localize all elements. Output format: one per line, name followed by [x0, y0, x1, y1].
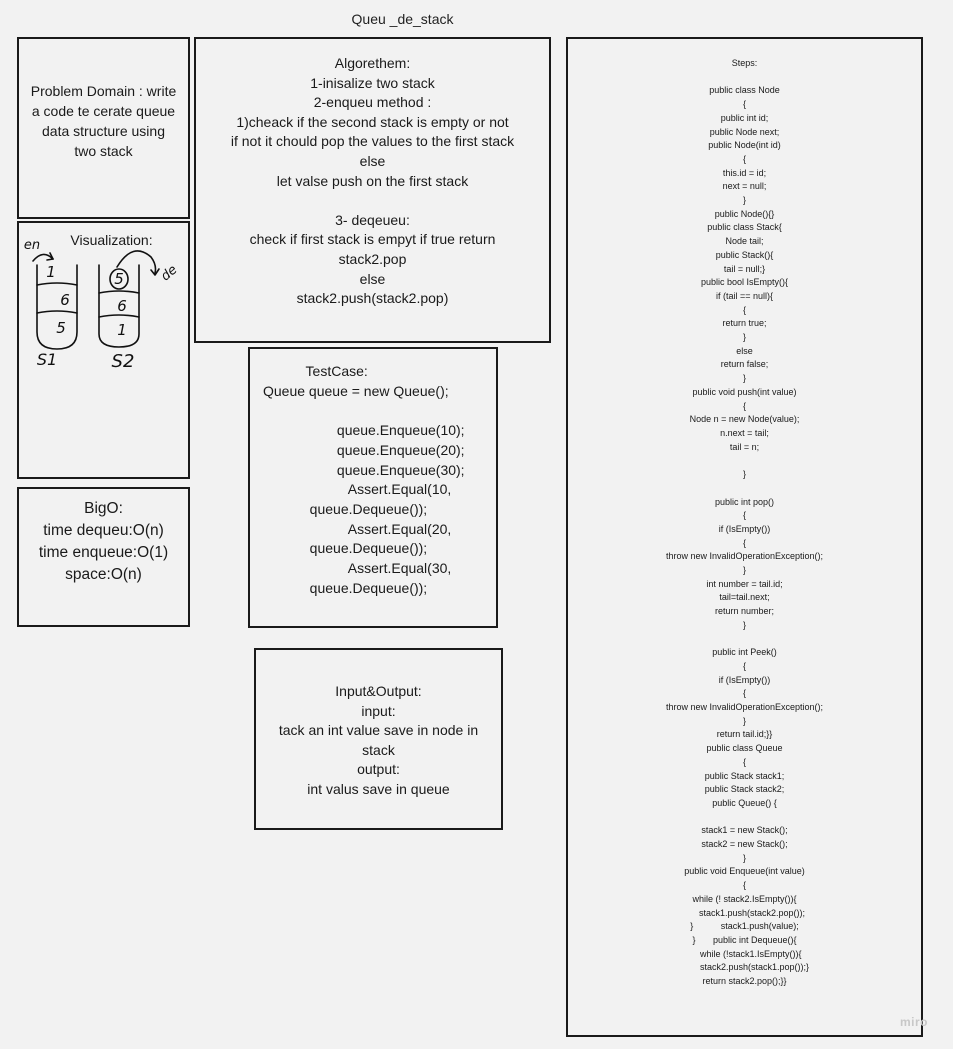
problem-domain-card[interactable]	[17, 37, 190, 219]
visualization-card[interactable]	[17, 221, 190, 479]
stack2-divider	[99, 291, 139, 293]
text-line: if (tail == null){	[715, 290, 774, 301]
text-line: public Stack stack2;	[704, 784, 785, 795]
text-line: let valse push on the first stack	[276, 172, 469, 189]
testcase-text	[263, 362, 465, 598]
text-line: {	[742, 660, 746, 671]
text-line: public int Peek()	[712, 647, 777, 658]
text-line: public void Enqueue(int value)	[684, 866, 805, 877]
text-line: } public int Dequeue(){	[692, 935, 797, 945]
text-line: queue.Dequeue());	[263, 500, 428, 517]
text-line: space:O(n)	[65, 566, 142, 583]
text-line: public void push(int value)	[692, 386, 797, 397]
text-line: else	[736, 345, 753, 356]
text-line: throw new InvalidOperationException();	[665, 551, 824, 562]
text-line	[568, 811, 921, 825]
text-line: stack2 = new Stack();	[701, 839, 788, 850]
text-line: stack1.push(stack2.pop());	[683, 907, 806, 918]
text-line: {	[742, 99, 746, 110]
stack1-divider	[37, 311, 77, 313]
text-line: stack2.pop	[338, 250, 407, 267]
stack2-divider	[99, 315, 139, 317]
text-line: int valus save in queue	[307, 780, 450, 797]
text-line: else	[359, 152, 386, 169]
big-o-text	[19, 498, 188, 586]
text-line: public int pop()	[714, 496, 775, 507]
text-line: public Stack(){	[715, 249, 774, 260]
text-line	[568, 482, 921, 496]
text-line: public int id;	[720, 112, 769, 123]
text-line	[568, 454, 921, 468]
text-line: } stack1.push(value);	[690, 921, 799, 932]
text-line: {	[742, 537, 746, 548]
stack-sketch	[21, 237, 191, 377]
text-line: }	[742, 469, 746, 480]
text-line: BigO:	[84, 500, 123, 517]
text-line: tack an int value save in node in	[278, 722, 479, 738]
text-line: queue.Enqueue(20);	[263, 441, 465, 458]
stack2-cell: 5	[114, 270, 124, 288]
stack2-arrow-label: de	[158, 262, 181, 285]
text-line: Queue queue = new Queue();	[263, 382, 449, 399]
stack1-divider	[37, 283, 77, 285]
text-line: queue.Dequeue());	[263, 579, 428, 596]
text-line: queue.Enqueue(30);	[263, 461, 465, 478]
stack1-cell: 6	[60, 291, 70, 309]
text-line: while (! stack2.IsEmpty()){	[692, 893, 797, 904]
text-line: throw new InvalidOperationException();	[665, 702, 824, 713]
text-line: Assert.Equal(20,	[263, 520, 452, 537]
text-line: }	[742, 715, 746, 726]
text-line: Assert.Equal(30,	[263, 560, 452, 577]
text-line: Problem Domain : write	[30, 83, 177, 99]
algorithm-text	[196, 54, 549, 309]
steps-code-text	[568, 57, 921, 989]
text-line: input:	[361, 702, 396, 719]
text-line: int number = tail.id;	[706, 578, 783, 589]
text-line: n.next = tail;	[720, 427, 769, 438]
text-line: Node tail;	[725, 236, 764, 247]
text-line: {	[742, 304, 746, 315]
problem-domain-text	[25, 81, 182, 161]
text-line: {	[742, 510, 746, 521]
text-line: time dequeu:O(n)	[43, 522, 164, 539]
text-line: {	[742, 880, 746, 891]
text-line: {	[742, 400, 746, 411]
text-line: public class Node	[709, 85, 780, 96]
text-line: 3- deqeueu:	[335, 211, 410, 228]
text-line: tail = null;}	[723, 263, 766, 274]
text-line: Assert.Equal(10,	[263, 481, 452, 498]
text-line: public bool IsEmpty(){	[700, 277, 789, 288]
text-line: 1-inisalize two stack	[310, 74, 435, 91]
text-line: stack	[362, 741, 395, 758]
text-line: data structure using	[42, 123, 165, 139]
text-line: return stack2.pop();}}	[702, 976, 787, 987]
text-line: public Stack stack1;	[704, 770, 785, 781]
text-line: return true;	[722, 318, 767, 329]
text-line: a code te cerate queue	[31, 103, 176, 119]
board-title: Queu _de_stack	[351, 11, 454, 27]
visualization-title: Visualization:	[70, 232, 153, 248]
stack2-cell: 6	[117, 297, 127, 315]
text-line: }	[742, 565, 746, 576]
text-line: TestCase:	[263, 363, 368, 379]
text-line: this.id = id;	[722, 167, 767, 178]
text-line: }	[742, 332, 746, 343]
text-line: public class Queue	[706, 743, 783, 754]
text-line: public Node next;	[709, 126, 780, 137]
text-line	[568, 633, 921, 647]
steps-card[interactable]	[566, 37, 923, 1037]
text-line: if (IsEmpty())	[718, 523, 771, 534]
text-line	[568, 71, 921, 85]
input-output-text	[264, 682, 493, 799]
text-line: {	[742, 756, 746, 767]
stack1-cell: 1	[46, 263, 56, 281]
text-line: check if first stack is empyt if true return	[249, 231, 496, 248]
input-output-card[interactable]	[254, 648, 503, 830]
text-line: return number;	[714, 606, 775, 617]
text-line: {	[742, 153, 746, 164]
text-line: Input&Output:	[335, 683, 422, 699]
text-line: next = null;	[722, 181, 767, 192]
text-line: }	[742, 619, 746, 630]
stack1-arrow-label: en	[23, 238, 41, 253]
testcase-card[interactable]	[248, 347, 498, 628]
text-line: stack2.push(stack1.pop());}	[679, 962, 810, 973]
algorithm-card[interactable]	[194, 37, 551, 343]
big-o-card[interactable]	[17, 487, 190, 627]
text-line: return false;	[720, 359, 769, 370]
text-line: Steps:	[731, 58, 758, 68]
text-line: if not it chould pop the values to the first stack	[230, 133, 515, 150]
text-line: {	[742, 688, 746, 699]
stack1-cell: 5	[56, 319, 66, 337]
stack2-cell: 1	[117, 321, 127, 339]
text-line: two stack	[74, 143, 133, 159]
text-line: public Node(int id)	[708, 140, 781, 151]
text-line: 2-enqueu method :	[313, 94, 432, 111]
text-line	[263, 401, 465, 421]
text-line: public Node(){}	[714, 208, 775, 219]
text-line: if (IsEmpty())	[718, 674, 771, 685]
text-line: Algorethem:	[334, 55, 411, 71]
text-line: public Queue() {	[712, 797, 777, 808]
text-line: }	[742, 195, 746, 206]
text-line: return tail.id;}}	[716, 729, 773, 740]
text-line: }	[742, 852, 746, 863]
text-line: else	[359, 270, 386, 287]
text-line: tail = n;	[729, 441, 760, 452]
text-line	[196, 191, 549, 211]
text-line: public class Stack{	[707, 222, 782, 233]
text-line: while (!stack1.IsEmpty()){	[687, 948, 802, 959]
text-line: Node n = new Node(value);	[689, 414, 800, 425]
text-line: }	[742, 373, 746, 384]
text-line: stack2.push(stack2.pop)	[296, 290, 449, 307]
text-line: stack1 = new Stack();	[701, 825, 788, 836]
text-line: time enqueue:O(1)	[38, 544, 169, 561]
text-line: 1)cheack if the second stack is empty or not	[236, 113, 509, 130]
text-line: queue.Enqueue(10);	[263, 422, 465, 439]
text-line: tail=tail.next;	[719, 592, 770, 603]
text-line: output:	[357, 761, 400, 777]
stack1-label: S1	[36, 350, 58, 369]
miro-logo: miro	[900, 1015, 929, 1029]
text-line: queue.Dequeue());	[263, 540, 428, 557]
stack2-label: S2	[111, 351, 135, 372]
